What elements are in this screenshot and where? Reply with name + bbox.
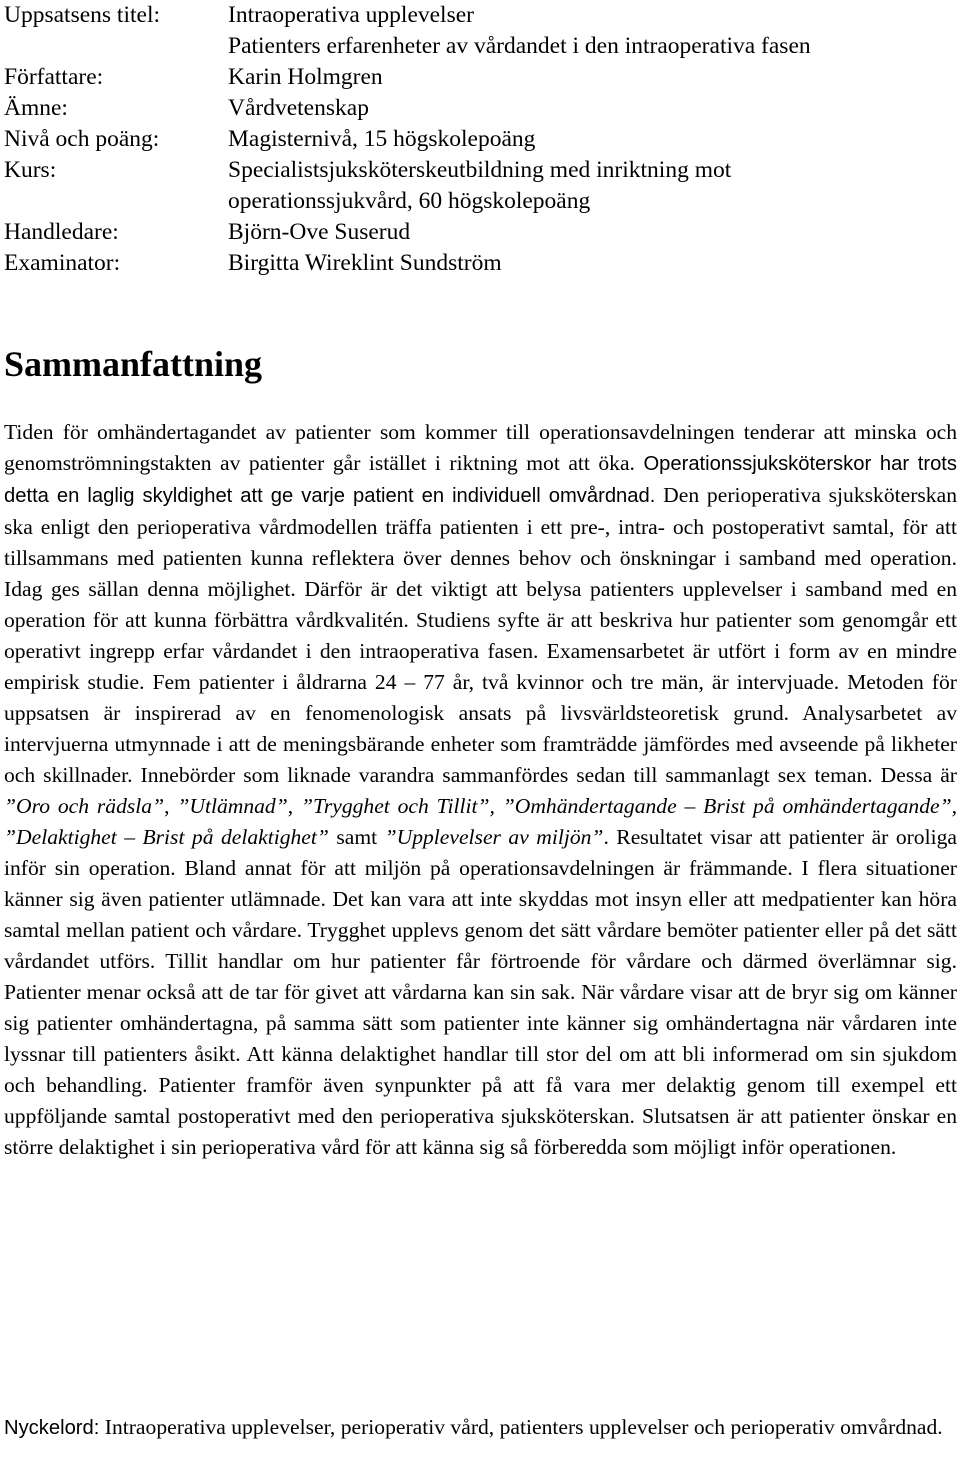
examiner-value: Birgitta Wireklint Sundström [228,250,502,276]
supervisor-label: Handledare: [4,219,119,245]
course-value-line-1: Specialistsjuksköterskeutbildning med inriktning mot [228,157,732,183]
theme-3-5: ”Trygghet och Tillit”, ”Omhändertagande – Brist på omhändertagande”, ”Delaktighet – Brist på delaktighet” [4,794,958,849]
subject-label: Ämne: [4,95,68,121]
title-value: Intraoperativa upplevelser [228,2,474,28]
theme-6: ”Upplevelser av miljön” [384,825,604,849]
course-label: Kurs: [4,157,57,183]
theme-separator-1: , [164,794,178,818]
theme-1: ”Oro och rädsla” [4,794,165,818]
keywords-label: Nyckelord: [4,1417,100,1439]
abstract-paragraph [4,417,957,1163]
course-value-line-2: operationssjukvård, 60 högskolepoäng [228,188,591,214]
abstract-results: . Resultatet visar att patienter är oroliga inför sin operation. Bland annat för att miljön på operationsavdelningen är främmande. I flera situationer känner sig även patienter utlämnade. Det kan vara att inte skyddas mot insyn eller att medpatienter kan höra samtal mellan patient och vårdare. Trygghet upplevs genom det sätt vårdare bemöter patienter eller på det sätt vårdandet utförs. Tillit handlar om hur patienter får förtroende för vårdare och därmed överlämnar sig. Patienter menar också att de tar för givet att vårdarna kan sin sak. När vårdare visar att de bryr sig om känner sig patienter omhändertagna, på samma sätt som patienter inte känner sig omhändertagna när vårdaren inte lyssnar till patienters åsikt. Att känna delaktighet handlar till stor del om att bli informerad om sin sjukdom och behandling. Patienter framför även synpunkter på att få vara mer delaktig genom till exempel ett uppföljande samtal postoperativt med den perioperativa sjuksköterskan. Slutsatsen är att patienter önskar en större delaktighet i sin perioperativa vård för att känna sig så förberedda som möjligt inför operationen. [4,825,957,1159]
keywords-paragraph [4,1412,957,1444]
author-label: Författare: [4,64,104,90]
subject-value: Vårdvetenskap [228,95,369,121]
level-value: Magisternivå, 15 högskolepoäng [228,126,536,152]
keywords-text: Intraoperativa upplevelser, perioperativ vård, patienters upplevelser och perioperativ omvårdnad. [99,1415,943,1439]
author-value: Karin Holmgren [228,64,383,90]
subtitle-label-spacer [4,31,228,62]
theme-separator-3: samt [328,825,385,849]
theme-separator-2: , [287,794,301,818]
supervisor-value: Björn-Ove Suserud [228,219,411,245]
section-heading: Sammanfattning [4,344,263,384]
abstract-sentence-2: Operationssjuksköterskor har trots detta en laglig skyldighet att ge varje patient en individuell omvårdnad. [4,453,958,507]
theme-2: ”Utlämnad” [177,794,288,818]
title-label: Uppsatsens titel: [4,2,160,28]
level-label: Nivå och poäng: [4,126,160,152]
thesis-metadata [4,0,948,279]
subtitle-value: Patienters erfarenheter av vårdandet i den intraoperativa fasen [228,33,811,59]
course-label-spacer [4,186,228,217]
examiner-label: Examinator: [4,250,121,276]
abstract-sentence-1: Tiden för omhändertagandet av patienter som kommer till operationsavdelningen tenderar att minska och genomströmningstakten av patienter går istället i riktning mot att öka. [4,420,957,475]
abstract-body: Den perioperativa sjuksköterskan ska enligt den perioperativa vårdmodellen träffa patienten i ett pre-, intra- och postoperativt samtal, för att tillsammans med patienten kunna reflektera över dennes behov och önskningar i samband med operation. Idag ges sällan denna möjlighet. Därför är det viktigt att belysa patienters upplevelser i samband med en operation för att kunna förbättra vårdkvalitén. Studiens syfte är att beskriva hur patienter som genomgår ett operativt ingrepp erfar vårdandet i den intraoperativa fasen. Examensarbetet är utfört i form av en mindre empirisk studie. Fem patienter i åldrarna 24 – 77 år, två kvinnor och tre män, är intervjuade. Metoden för uppsatsen är inspirerad av en fenomenologisk ansats på livsvärldsteoretisk grund. Analysarbetet av intervjuerna utmynnade i att de meningsbärande enheter som framträdde jämfördes med avseende på likheter och skillnader. Innebörder som liknade varandra sammanfördes sedan till sammanlagt sex teman. Dessa är [4,483,957,787]
